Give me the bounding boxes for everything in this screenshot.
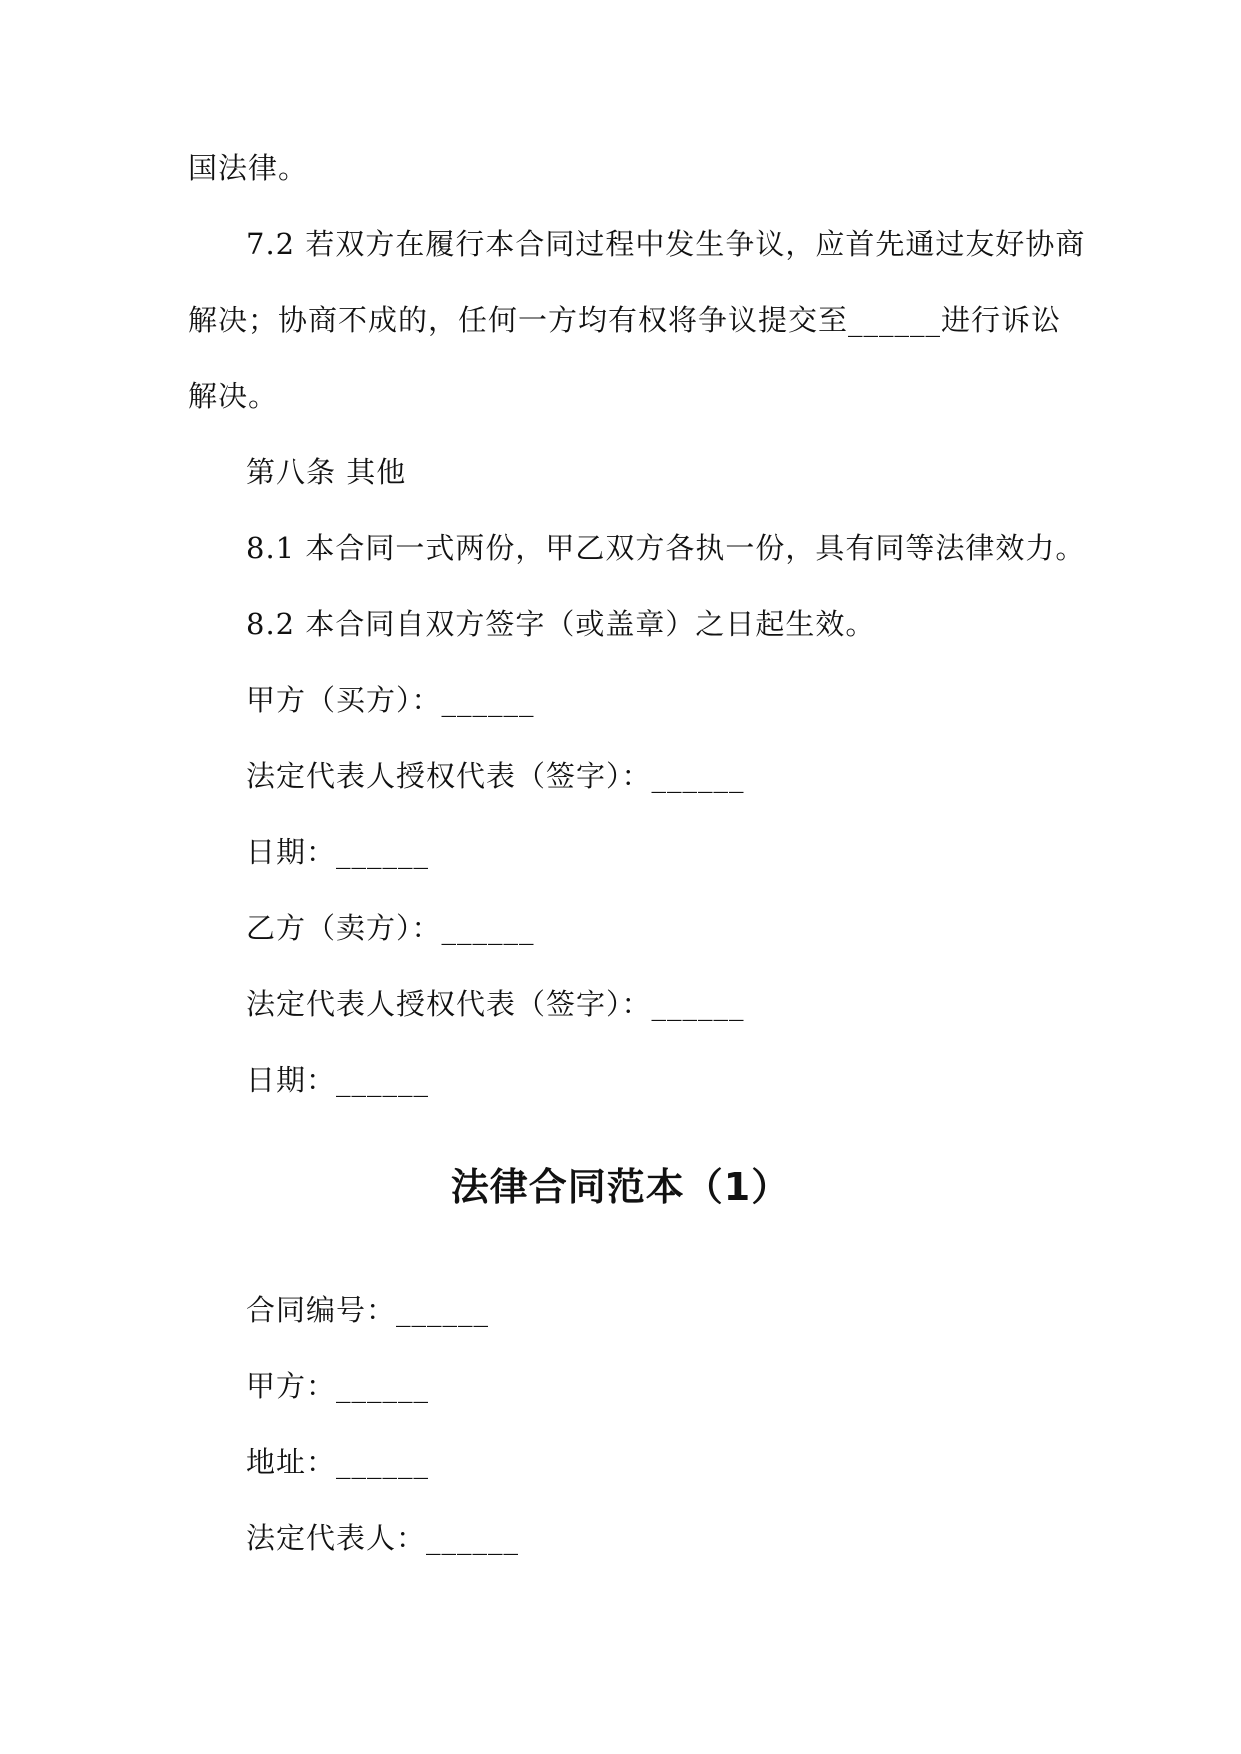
party-b-date-line: 日期：______ (246, 1063, 430, 1097)
clause-7-2-line-2: 解决；协商不成的，任何一方均有权将争议提交至______进行诉讼 (188, 303, 1062, 337)
clause-8-1: 8.1 本合同一式两份，甲乙双方各执一份，具有同等法律效力。 (246, 531, 1086, 565)
clause-7-2-line-3: 解决。 (188, 379, 279, 413)
party-b-signature-line: 乙方（卖方）：______ (246, 911, 535, 945)
legal-representative-line: 法定代表人：______ (246, 1521, 520, 1555)
article-8-heading: 第八条 其他 (246, 455, 407, 489)
party-b-representative-line: 法定代表人授权代表（签字）：______ (246, 987, 745, 1021)
continuation-text: 国法律。 (188, 151, 309, 185)
party-a-date-line: 日期：______ (246, 835, 430, 869)
contract-number-line: 合同编号：______ (246, 1293, 490, 1327)
party-a-signature-line: 甲方（买方）：______ (246, 683, 535, 717)
party-a-representative-line: 法定代表人授权代表（签字）：______ (246, 759, 745, 793)
contract-title: 法律合同范本（1） (450, 1165, 791, 1209)
clause-7-2-line-1: 7.2 若双方在履行本合同过程中发生争议，应首先通过友好协商 (246, 227, 1086, 261)
party-a-line: 甲方：______ (246, 1369, 430, 1403)
clause-8-2: 8.2 本合同自双方签字（或盖章）之日起生效。 (246, 607, 876, 641)
address-line: 地址：______ (246, 1445, 430, 1479)
